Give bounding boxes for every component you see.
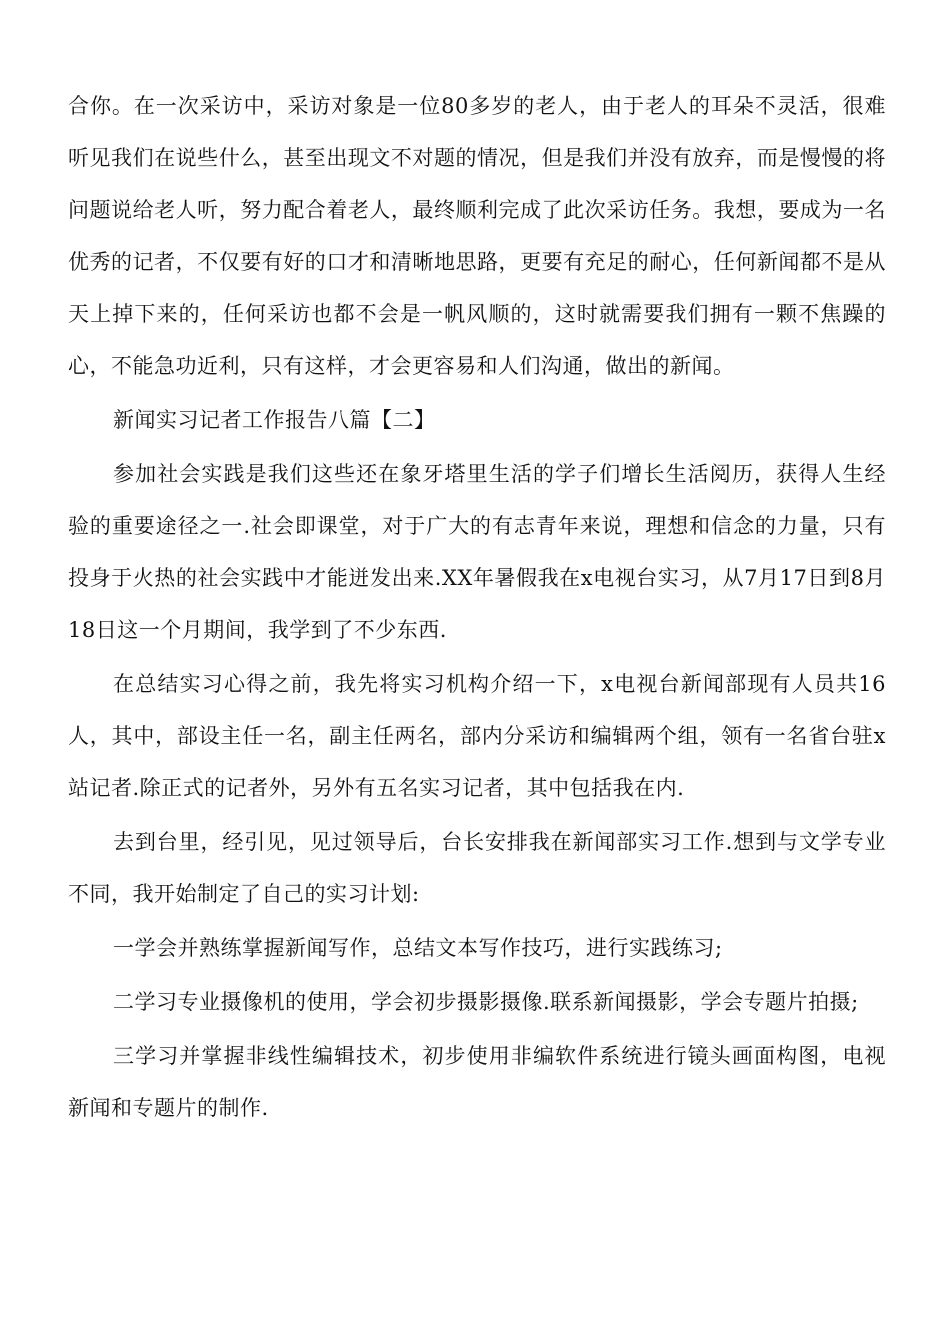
plan-item-3: 三学习并掌握非线性编辑技术，初步使用非编软件系统进行镜头画面构图，电视新闻和专题片的制作.	[68, 1044, 886, 1120]
paragraph-plan-intro: 去到台里，经引见，见过领导后，台长安排我在新闻部实习工作.想到与文学专业不同，我开始制定了自己的实习计划:	[68, 830, 886, 906]
plan-item-1: 一学会并熟练掌握新闻写作，总结文本写作技巧，进行实践练习;	[113, 936, 723, 960]
paragraph-organization: 在总结实习心得之前，我先将实习机构介绍一下，x电视台新闻部现有人员共16人，其中，部设主任一名，副主任两名，部内分采访和编辑两个组，领有一名省台驻x站记者.除正式的记者外，另外有五名实习记者，其中包括我在内.	[68, 672, 886, 800]
paragraph-intro: 参加社会实践是我们这些还在象牙塔里生活的学子们增长生活阅历，获得人生经验的重要途径之一.社会即课堂，对于广大的有志青年来说，理想和信念的力量，只有投身于火热的社会实践中才能迸发出来.XX年暑假我在x电视台实习，从7月17日到8月18日这一个月期间，我学到了不少东西.	[68, 462, 886, 642]
section-heading: 新闻实习记者工作报告八篇【二】	[113, 408, 436, 432]
paragraph-continuation: 合你。在一次采访中，采访对象是一位80多岁的老人，由于老人的耳朵不灵活，很难听见我们在说些什么，甚至出现文不对题的情况，但是我们并没有放弃，而是慢慢的将问题说给老人听，努力配合着老人，最终顺利完成了此次采访任务。我想，要成为一名优秀的记者，不仅要有好的口才和清晰地思路，更要有充足的耐心，任何新闻都不是从天上掉下来的，任何采访也都不会是一帆风顺的，这时就需要我们拥有一颗不焦躁的心，不能急功近利，只有这样，才会更容易和人们沟通，做出的新闻。	[68, 94, 886, 378]
plan-item-2: 二学习专业摄像机的使用，学会初步摄影摄像.联系新闻摄影，学会专题片拍摄;	[113, 990, 859, 1014]
document-page	[68, 80, 886, 1136]
